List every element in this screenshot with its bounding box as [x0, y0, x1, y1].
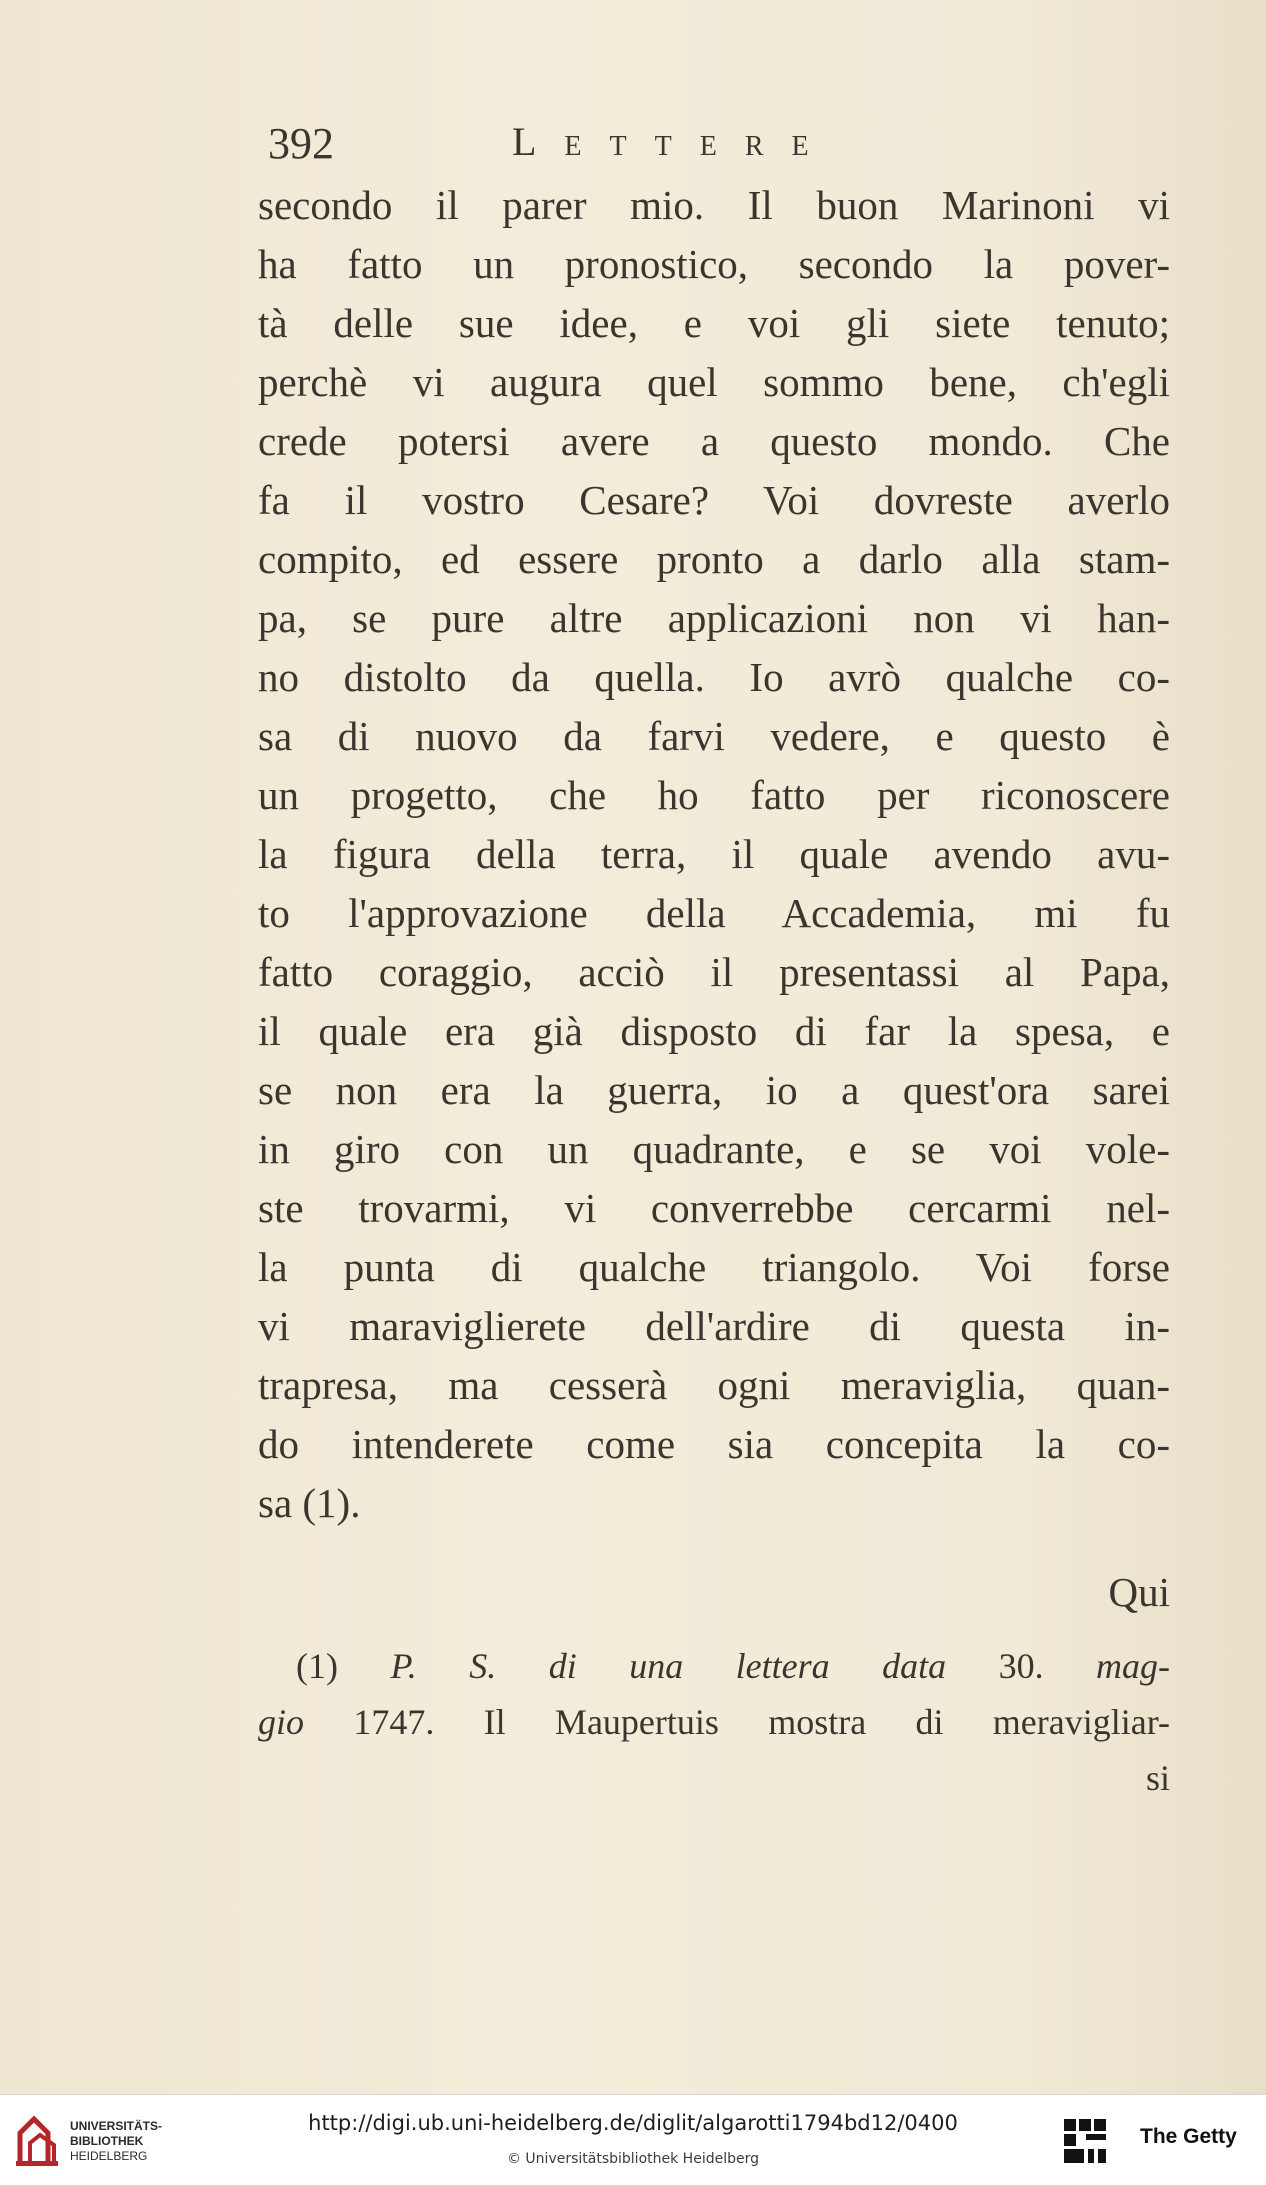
text-line: tà delle sue idee, e voi gli siete tenuto;: [258, 300, 1170, 346]
library-name-line: BIBLIOTHEK: [70, 2134, 144, 2148]
text-line: do intenderete come sia concepita la co-: [258, 1421, 1170, 1467]
text-line: un progetto, che ho fatto per riconoscere: [258, 772, 1170, 818]
library-name-line: UNIVERSITÄTS-: [70, 2119, 163, 2133]
footnote-line: [258, 1638, 1170, 1694]
text-line: la punta di qualche triangolo. Voi forse: [258, 1244, 1170, 1290]
text-line: la figura della terra, il quale avendo avu-: [258, 831, 1170, 877]
page-number: 392: [268, 119, 334, 168]
text-line: no distolto da quella. Io avrò qualche co-: [258, 654, 1170, 700]
text-line: fa il vostro Cesare? Voi dovreste averlo: [258, 477, 1170, 523]
footnote-catchword: si: [1145, 1758, 1170, 1798]
text-line: crede potersi avere a questo mondo. Che: [258, 418, 1170, 464]
text-line: ha fatto un pronostico, secondo la pover-: [258, 241, 1170, 287]
footnote-text: 1747. Il Maupertuis mostra di meravigliar-: [353, 1702, 1170, 1742]
library-name-line: HEIDELBERG: [70, 2149, 148, 2163]
getty-logo-icon[interactable]: [1062, 2117, 1108, 2165]
text-line: to l'approvazione della Accademia, mi fu: [258, 890, 1170, 936]
footnote-italic-text: mag-: [1096, 1646, 1171, 1686]
text-line: vi maraviglierete dell'ardire di questa in-: [258, 1303, 1170, 1349]
text-line: trapresa, ma cesserà ogni meraviglia, quan-: [258, 1362, 1170, 1408]
permalink-url[interactable]: http://digi.ub.uni-heidelberg.de/diglit/algarotti1794bd12/0400: [308, 2111, 958, 2135]
text-line: fatto coraggio, acciò il presentassi al Papa,: [258, 949, 1170, 995]
text-line: il quale era già disposto di far la spesa, e: [258, 1008, 1170, 1054]
footnote-marker: (1): [296, 1646, 338, 1686]
getty-name[interactable]: The Getty: [1140, 2125, 1237, 2148]
footnote-line: [258, 1694, 1170, 1750]
running-title: Lettere: [512, 119, 837, 164]
footnote-italic-text: gio: [258, 1702, 305, 1742]
catchword: Qui: [1108, 1569, 1170, 1615]
text-line: pa, se pure altre applicazioni non vi han-: [258, 595, 1170, 641]
text-line: in giro con un quadrante, e se voi vole-: [258, 1126, 1170, 1172]
text-line: secondo il parer mio. Il buon Marinoni vi: [258, 182, 1170, 228]
footnote-italic-text: P. S. di una lettera data: [390, 1646, 947, 1686]
footnote: [258, 1638, 1170, 1806]
text-line: ste trovarmi, vi converrebbe cercarmi nel-: [258, 1185, 1170, 1231]
text-line: se non era la guerra, io a quest'ora sarei: [258, 1067, 1170, 1113]
text-line: compito, ed essere pronto a darlo alla stam-: [258, 536, 1170, 582]
text-line: sa di nuovo da farvi vedere, e questo è: [258, 713, 1170, 759]
text-line: sa (1).: [258, 1480, 361, 1526]
footnote-date-number: 30.: [998, 1646, 1044, 1686]
viewer-footer: [0, 2094, 1266, 2185]
text-line: perchè vi augura quel sommo bene, ch'egli: [258, 359, 1170, 405]
copyright-notice: © Universitätsbibliothek Heidelberg: [506, 2151, 759, 2167]
body-text: [258, 176, 1170, 1533]
